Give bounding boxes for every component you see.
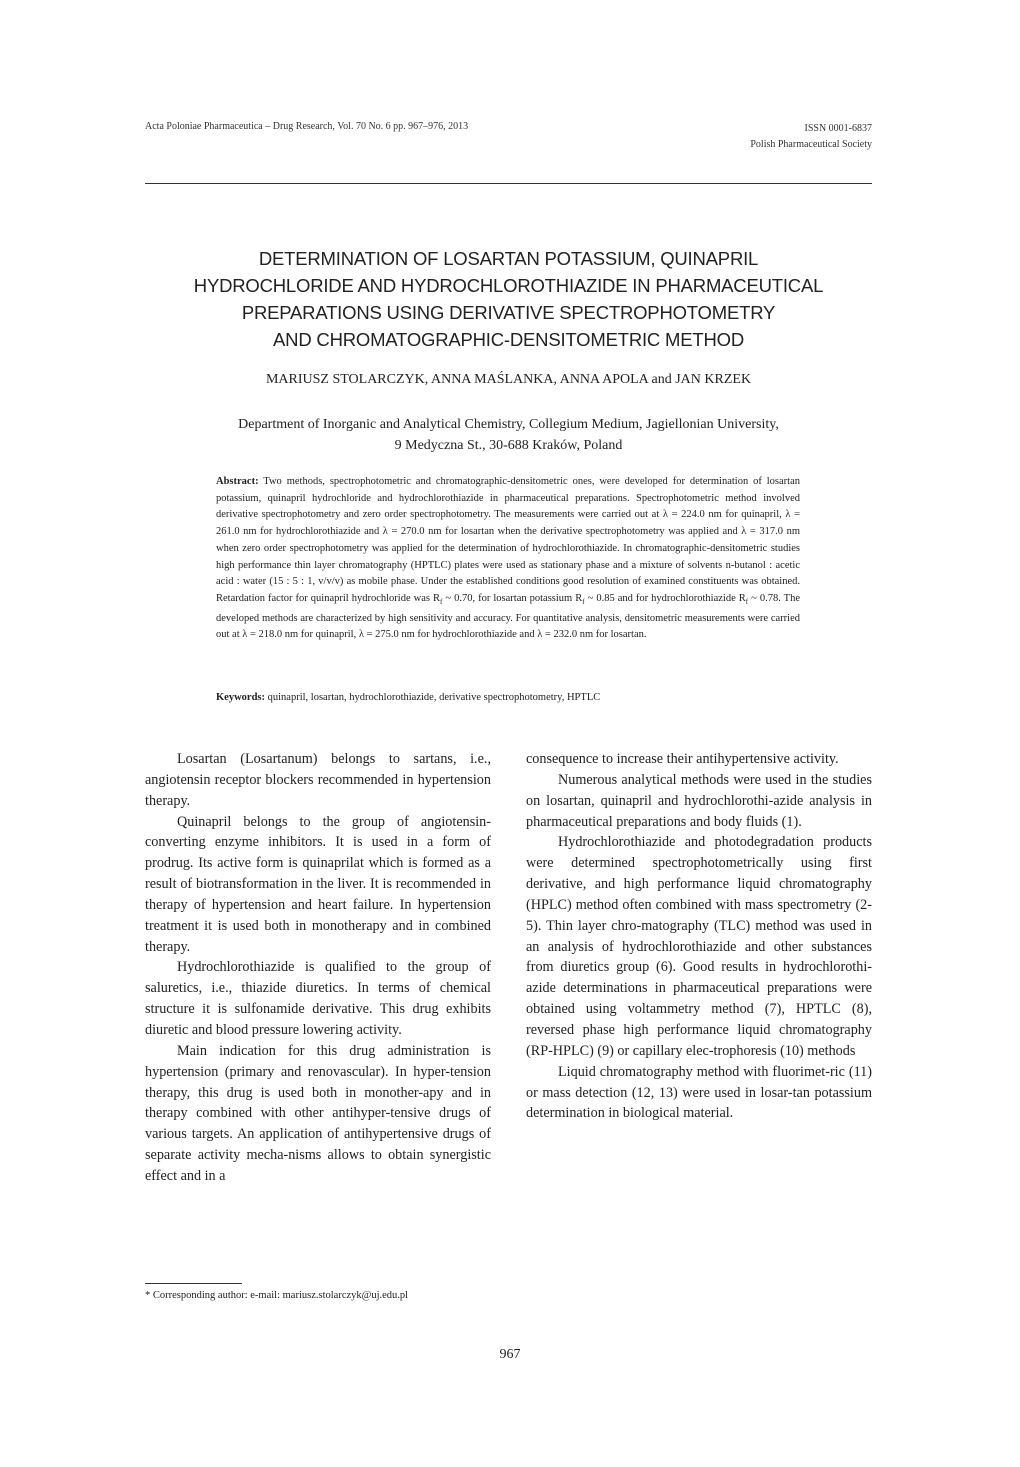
header-right xyxy=(750,121,872,153)
footnote: * Corresponding author: e-mail: mariusz.stolarczyk@uj.edu.pl xyxy=(145,1290,409,1301)
paragraph: Numerous analytical methods were used in the studies on losartan, quinapril and hydrochlorothi-azide analysis in pharmaceutical preparations and body fluids (1). xyxy=(526,771,872,830)
keywords xyxy=(216,692,800,703)
society: Polish Pharmaceutical Society xyxy=(750,139,872,150)
affiliation-line: 9 Medyczna St., 30-688 Kraków, Poland xyxy=(394,438,623,453)
paragraph: Hydrochlorothiazide is qualified to the group of saluretics, i.e., thiazide diuretics. In terms of chemical structure it is sulfonamide derivative. This drug exhibits diuretic and blood pressure lowering activity. xyxy=(145,959,491,1038)
paragraph: consequence to increase their antihypertensive activity. xyxy=(526,751,839,767)
keywords-label: Keywords: xyxy=(216,692,265,703)
subscript-f: f xyxy=(582,598,585,607)
abstract-label: Abstract: xyxy=(216,476,259,487)
abstract xyxy=(216,474,800,644)
title-line: HYDROCHLORIDE AND HYDROCHLOROTHIAZIDE IN PHARMACEUTICAL xyxy=(193,275,824,296)
abstract-text: ~ 0.85 and for hydrochlorothiazide R xyxy=(584,592,746,604)
page-number: 967 xyxy=(499,1347,521,1362)
subscript-f: f xyxy=(440,598,443,607)
subscript-f: f xyxy=(745,598,749,607)
keywords-text: quinapril, losartan, hydrochlorothiazide, derivative spectrophotometry, HPTLC xyxy=(265,692,601,703)
affiliation xyxy=(145,414,872,456)
title-line: DETERMINATION OF LOSARTAN POTASSIUM, QUINAPRIL xyxy=(258,248,759,269)
header-rule xyxy=(145,183,872,184)
issn: ISSN 0001-6837 xyxy=(804,123,872,134)
footnote-rule xyxy=(145,1283,242,1284)
abstract-text: ~ 0.70, for losartan potassium R xyxy=(442,592,583,604)
journal-citation: Acta Poloniae Pharmaceutica – Drug Research, Vol. 70 No. 6 pp. 967–976, 2013 xyxy=(145,121,469,132)
paragraph: Losartan (Losartanum) belongs to sartans, i.e., angiotensin receptor blockers recommended in hypertension therapy. xyxy=(145,751,491,809)
abstract-text: ~ 0.78. The developed methods are characterized by high sensitivity and accuracy. For quantitative analysis, densitometric measurements were carried out at λ = 218.0 nm for quinapril, λ = 275.0 nm for hydrochlorothiazide and λ = 232.0 nm for losartan. xyxy=(216,592,800,641)
title-line: AND CHROMATOGRAPHIC-DENSITOMETRIC METHOD xyxy=(273,329,744,350)
paragraph: Hydrochlorothiazide and photodegradation products were determined spectrophotometrically using first derivative, and high performance liquid chromatography (HPLC) method often combined with mass spectrometry (2-5). Thin layer chro-matography (TLC) method was used in an analysis of hydrochlorothiazide and other substances from diuretics group (6). Good results in hydrochlorothi-azide determinations in pharmaceutical preparations were obtained using voltammetry method (7), HPTLC (8), reversed phase high performance liquid chromatography (RP-HPLC) (9) or capillary elec-trophoresis (10) methods xyxy=(526,834,872,1059)
paragraph: Liquid chromatography method with fluorimet-ric (11) or mass detection (12, 13) were used in losar-tan potassium determination in biological material. xyxy=(526,1063,872,1122)
authors: MARIUSZ STOLARCZYK, ANNA MAŚLANKA, ANNA APOLA and JAN KRZEK xyxy=(265,372,752,387)
body-column-left xyxy=(145,749,491,1187)
paragraph: Main indication for this drug administration is hypertension (primary and renovascular). In hyper-tension therapy, this drug is used both in monother-apy and in therapy combined with other antihyper-tensive drugs of various targets. An application of antihypertensive drugs of separate activity mecha-nisms allows to obtain synergistic effect and in a xyxy=(145,1042,491,1184)
paragraph: Quinapril belongs to the group of angiotensin-converting enzyme inhibitors. It is used in a form of prodrug. Its active form is quinaprilat which is formed as a result of biotransformation in the liver. It is recommended in therapy of hypertension and heart failure. In hypertension treatment it is used both in monotherapy and in combined therapy. xyxy=(145,813,491,955)
title-line: PREPARATIONS USING DERIVATIVE SPECTROPHOTOMETRY xyxy=(241,302,776,323)
abstract-text: Two methods, spectrophotometric and chromatographic-densitometric ones, were developed for determination of losartan potassium, quinapril hydrochloride and hydrochlorothiazide in pharmaceutical preparations. Spectrophotometric method involved derivative spectrophotometry and zero order spectrophotometry. The measurements were carried out at λ = 224.0 nm for quinapril, λ = 261.0 nm for hydrochlorothiazide and λ = 270.0 nm for losartan when the derivative spectrophotometry was applied and λ = 317.0 nm when zero order spectrophotometry was applied for the determination of hydrochlorothiazide. In chromatographic-densitometric studies high performance thin layer chromatography (HPTLC) plates were used as stationary phase and a mixture of solvents n-butanol : acetic acid : water (15 : 5 : 1, v/v/v) as mobile phase. Under the established conditions good resolution of examined constituents was obtained. Retardation factor for quinapril hydrochloride was R xyxy=(216,476,800,604)
affiliation-line: Department of Inorganic and Analytical Chemistry, Collegium Medium, Jagiellonian University, xyxy=(238,417,779,432)
body-column-right xyxy=(526,749,872,1124)
paper-title xyxy=(145,245,872,353)
